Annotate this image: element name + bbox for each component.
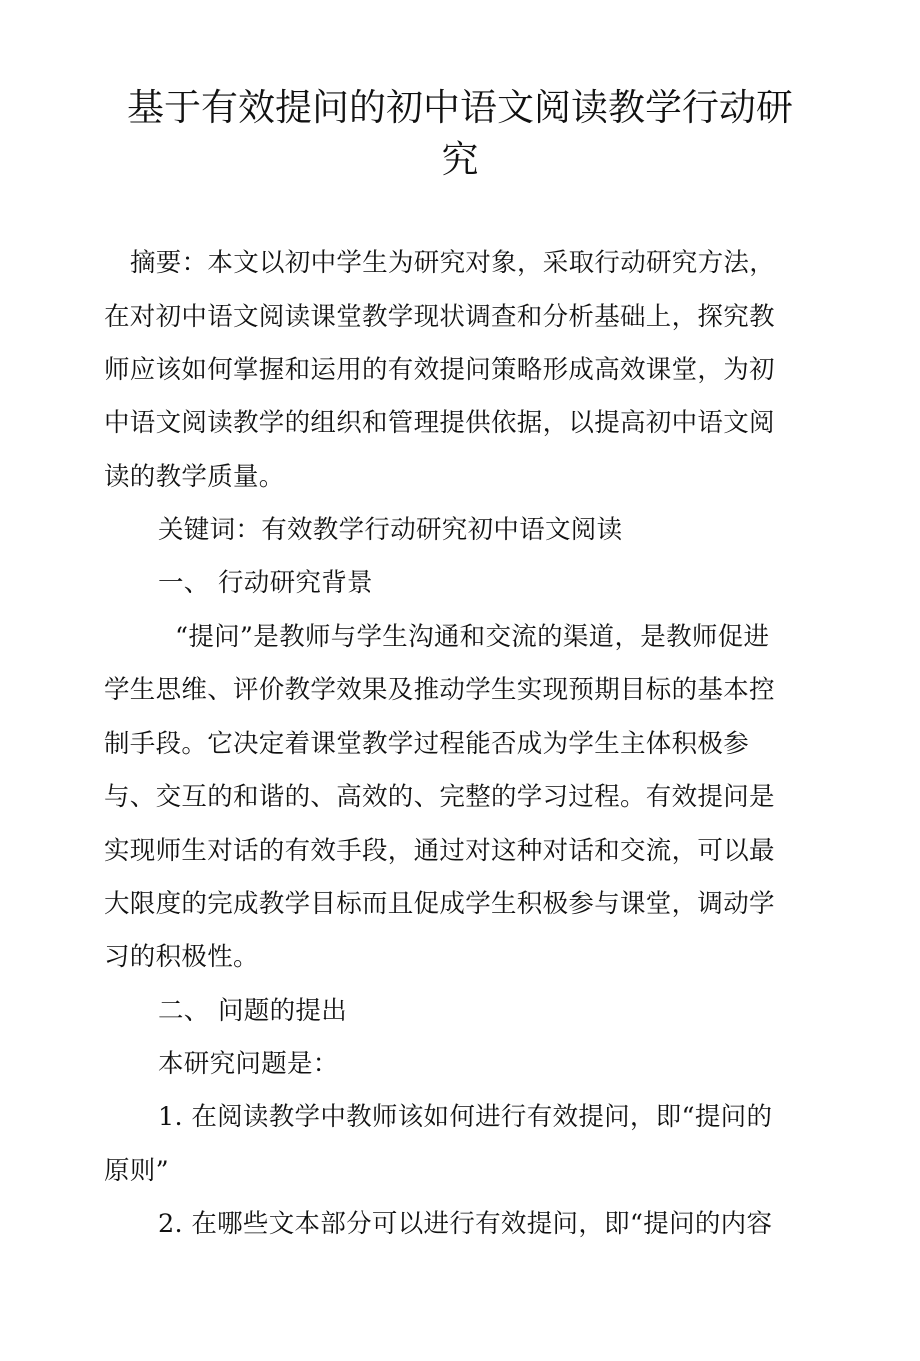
text-line: 与、交互的和谐的、高效的、完整的学习过程。有效提问是 xyxy=(104,782,775,812)
text-line: 实现师生对话的有效手段，通过对这种对话和交流，可以最 xyxy=(104,836,775,866)
text-line: 2. 在哪些文本部分可以进行有效提问，即“提问的内容 xyxy=(158,1209,773,1239)
text-line: 原则” xyxy=(104,1156,169,1186)
text-line: 一、 行动研究背景 xyxy=(158,568,373,598)
text-line: 习的积极性。 xyxy=(104,942,259,972)
text-line: 中语文阅读教学的组织和管理提供依据，以提高初中语文阅 xyxy=(104,408,775,438)
text-line: 本研究问题是： xyxy=(158,1049,339,1079)
text-line: 1. 在阅读教学中教师该如何进行有效提问，即“提问的 xyxy=(158,1102,773,1132)
text-line: “提问”是教师与学生沟通和交流的渠道，是教师促进 xyxy=(175,622,770,652)
document-title-line-2: 究 xyxy=(441,138,479,181)
text-line: 学生思维、评价教学效果及推动学生实现预期目标的基本控 xyxy=(104,675,775,705)
text-line: 摘要：本文以初中学生为研究对象，采取行动研究方法， xyxy=(130,248,776,278)
text-line: 在对初中语文阅读课堂教学现状调查和分析基础上，探究教 xyxy=(104,302,775,332)
text-line: 二、 问题的提出 xyxy=(158,996,348,1026)
text-line: 大限度的完成教学目标而且促成学生积极参与课堂，调动学 xyxy=(104,889,775,919)
document-title-line-1: 基于有效提问的初中语文阅读教学行动研 xyxy=(127,86,793,129)
text-line: 制手段。它决定着课堂教学过程能否成为学生主体积极参 xyxy=(104,729,750,759)
text-line: 师应该如何掌握和运用的有效提问策略形成高效课堂，为初 xyxy=(104,355,775,385)
text-line: 关键词：有效教学行动研究初中语文阅读 xyxy=(158,515,623,545)
text-line: 读的教学质量。 xyxy=(104,462,285,492)
